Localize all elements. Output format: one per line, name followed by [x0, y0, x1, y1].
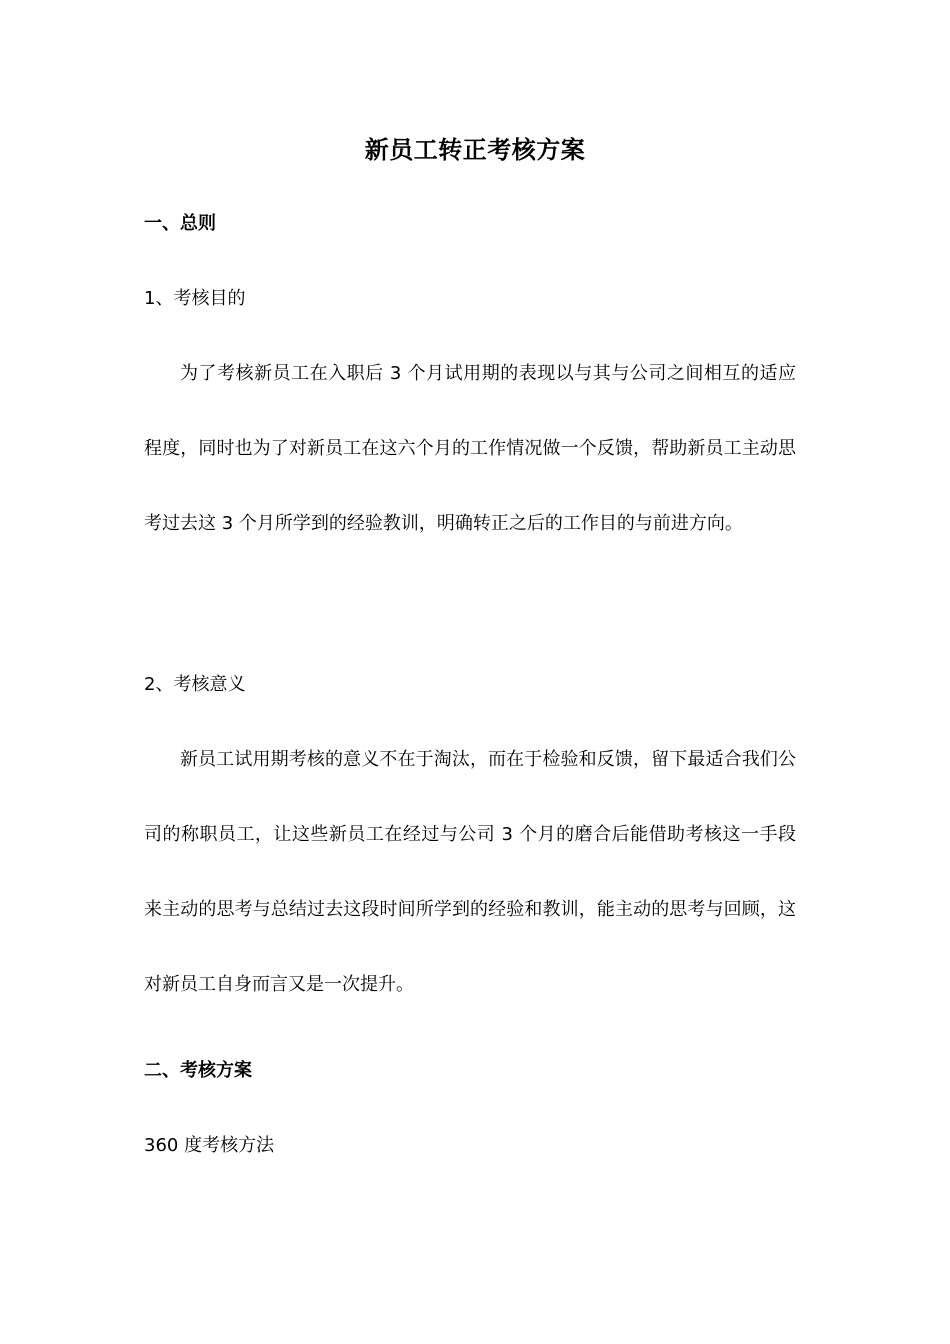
document-title: 新员工转正考核方案: [364, 136, 586, 164]
section-heading-assessment-plan: 二、考核方案: [144, 1060, 252, 1081]
subheading-assessment-purpose: 1、考核目的: [144, 288, 246, 309]
subheading-assessment-significance: 2、考核意义: [144, 674, 246, 695]
assessment-method-text: 360 度考核方法: [144, 1135, 275, 1156]
paragraph-assessment-significance: 新员工试用期考核的意义不在于淘汰，而在于检验和反馈，留下最适合我们公司的称职员工，让这些新员工在经过与公司 3 个月的磨合后能借助考核这一手段来主动的思考与总结过去这段时间所学到的经验和教训，能主动的思考与回顾，这对新员工自身而言又是一次提升。: [144, 749, 796, 995]
section-heading-general: 一、总则: [144, 213, 216, 234]
paragraph-assessment-purpose: 为了考核新员工在入职后 3 个月试用期的表现以与其与公司之间相互的适应程度，同时也为了对新员工在这六个月的工作情况做一个反馈，帮助新员工主动思考过去这 3 个月所学到的经验教训，明确转正之后的工作目的与前进方向。: [144, 363, 796, 534]
